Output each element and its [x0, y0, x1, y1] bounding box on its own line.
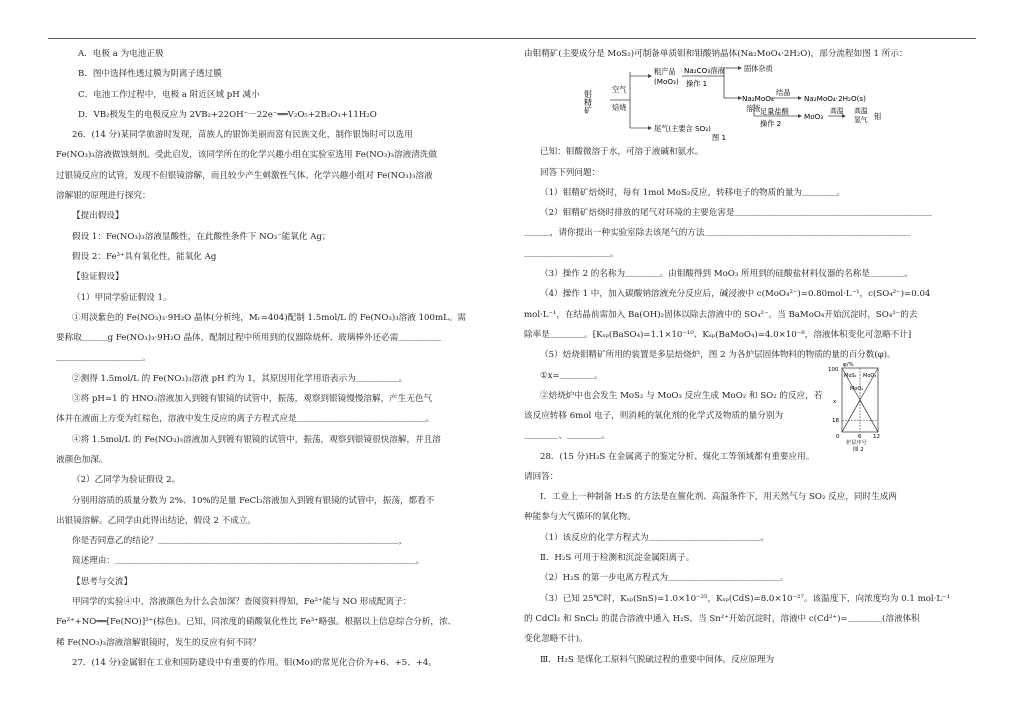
option-d: D．VB₂极发生的电极反应为 2VB₂+22OH⁻－22e⁻══V₂O₅+2B₂O₃+11H₂O: [78, 109, 377, 120]
hypothesis-2: 假设 2：Fe³⁺具有氧化性，能氧化 Ag: [72, 251, 217, 262]
fig1-product-label: Na₂MoO₄·2H₂O(s): [804, 94, 866, 104]
q27-q5-sub2: ②焙烧炉中也会发生 MoS₂ 与 MoO₃ 反应生成 MoO₂ 和 SO₂ 的反应，若: [540, 390, 823, 401]
fig2-y18: 18: [832, 417, 839, 424]
fig1-crude-formula: (MoO₃): [654, 77, 679, 87]
q28-part3: （3）已知 25℃时，Kₛₚ(SnS)=1.0×10⁻²⁵，Kₛₚ(CdS)=8.0×10⁻²⁷。该温度下，向浓度均为 0.1 mol·L⁻¹: [540, 593, 951, 604]
fig2-y0: 0: [836, 433, 840, 440]
q26-text: 稀 Fe(NO₃)₃溶液溶解银镜时，发生的反应有何不同？: [56, 637, 261, 648]
section-heading: 【思考与交流】: [72, 576, 133, 587]
section-heading: 【提出假设】: [72, 211, 124, 222]
q28-part1: （1）该反应的化学方程式为＿＿＿＿＿＿＿＿＿＿＿＿＿。: [540, 532, 769, 543]
q27-answer-prompt: 回答下列问题：: [540, 167, 601, 178]
q28-section1: Ⅰ．工业上一种制备 H₂S 的方法是在催化剂、高温条件下，用天然气与 SO₂ 反应，同时生成两: [540, 492, 897, 503]
q26-step2: ②测得 1.5mol/L 的 Fe(NO₃)₃溶液 pH 约为 1，其原因用化学用语表示为＿＿＿＿＿。: [72, 373, 408, 384]
q27-text: 除率是＿＿＿＿。[Kₛₚ(BaSO₄)=1.1×10⁻¹⁰、Kₛₚ(BaMoO₄)=4.0×10⁻⁸，溶液体积变化可忽略不计]: [524, 329, 912, 340]
q28-part2: （2）H₂S 的第一步电离方程式为＿＿＿＿＿＿＿＿＿＿＿＿＿。: [540, 573, 789, 584]
fig1-caption: 图 1: [712, 133, 727, 143]
q26-text: ＿＿＿＿＿＿＿＿＿＿。: [56, 353, 151, 364]
q28-answer-prompt: 请回答：: [524, 471, 559, 482]
fig1-op1-label: 操作 1: [686, 79, 708, 89]
q27-stem: 27．(14 分)金属钼在工业和国防建设中有重要的作用。钼(Mo)的常见化合价为+6、+5、+4。: [72, 657, 437, 668]
q27-text: ＿＿＿，请你提出一种实验室除去该尾气的方法＿＿＿＿＿＿＿＿＿＿＿＿＿＿＿＿＿＿＿＿＿＿＿＿: [524, 228, 911, 239]
fig2-y100: 100: [828, 366, 839, 373]
fig1-moo3-label: MoO₃: [804, 112, 824, 122]
header-rule: [48, 38, 976, 39]
fig2-yx: x: [833, 398, 837, 405]
fig1-op2-label: 操作 2: [760, 119, 782, 129]
q27-part2: （2）钼精矿焙烧时排放的尾气对环境的主要危害是＿＿＿＿＿＿＿＿＿＿＿＿＿＿＿＿＿＿＿＿＿＿＿: [540, 208, 933, 219]
fig1-heat2-label: 高温: [854, 107, 868, 116]
fig1-waste-label: 固体杂质: [744, 64, 773, 74]
q26-step1: ①用淡紫色的 Fe(NO₃)₃·9H₂O 晶体(分析纯，Mᵣ=404)配制 1.5mol/L 的 Fe(NO₃)₃溶液 100mL。需: [72, 312, 467, 323]
q26-step3: ③将 pH=1 的 HNO₃溶液加入到镀有银镜的试管中，振荡，观察到银镜慢慢溶解，产生无色气: [72, 394, 433, 405]
fig1-crude-label: 粗产品: [654, 67, 676, 77]
q26-text: 出银镜溶解。乙同学由此得出结论，假设 2 不成立。: [56, 515, 256, 526]
option-b: B．图中选择性透过膜为阴离子透过膜: [78, 69, 222, 80]
fig1-air-label: 空气: [612, 85, 627, 95]
q26-stem: 26．(14 分)某同学旅游时发现，苗族人的银饰美丽而富有民族文化，制作银饰时可以选用: [72, 130, 413, 141]
fig2-ylabel: φ/%: [843, 361, 854, 368]
fig1-mo-label: 钼: [874, 112, 882, 122]
q26-part2: （2）乙同学为验证假设 2。: [72, 475, 181, 486]
q27-q5-text: 该反应转移 6mol 电子，则消耗的氧化剂的化学式及物质的量分别为: [524, 411, 784, 422]
q28-stem: 28．(15 分)H₂S 在金属离子的鉴定分析、煤化工等领域都有重要应用。: [540, 451, 815, 462]
figure-2-chart: [826, 362, 882, 452]
left-column: [56, 44, 467, 673]
q26-text: 甲同学的实验④中，溶液颜色为什么会加深？查阅资料得知，Fe²⁺能与 NO 形成配离子：: [72, 597, 412, 608]
q26-text: Fe²⁺+NO══[Fe(NO)]²⁺(棕色)。已知，同浓度的硝酸氧化性比 Fe³⁺略强。根据以上信息综合分析，浓、: [56, 617, 457, 628]
q27-part5: （5）焙烧钼精矿所用的装置是多层焙烧炉，图 2 为各炉层固体物料的物质的量的百分数(φ)。: [540, 350, 896, 361]
q26-text: 分别用溶质的质量分数为 2%、10%的足量 FeCl₃溶液加入到镀有银镜的试管中，振荡，都看不: [72, 495, 435, 506]
q28-text: 的 CdCl₂ 和 SnCl₂ 的混合溶液中通入 H₂S，当 Sn²⁺开始沉淀时，溶液中 c(Cd²⁺)=＿＿＿＿(溶液体积: [524, 613, 920, 624]
fig1-na2moo4-label: Na₂MoO₄: [742, 94, 774, 104]
option-a: A．电极 a 为电池正极: [78, 49, 164, 59]
q27-part5-block: [524, 361, 920, 452]
fig1-ore-label: 钼精矿: [583, 90, 593, 115]
q26-reason: 简述理由：＿＿＿＿＿＿＿＿＿＿＿＿＿＿＿＿＿＿＿＿＿＿＿＿＿＿＿＿＿＿＿＿＿＿＿。: [72, 556, 425, 567]
fig2-xlabel: 炉层序号: [846, 439, 867, 446]
flowchart-svg: [524, 64, 920, 142]
q27-known: 已知：钼酸微溶于水，可溶于液碱和氨水。: [540, 147, 704, 158]
q28-section3: Ⅲ．H₂S 是煤化工原料气脱硫过程的重要中间体。反应原理为: [540, 654, 775, 665]
fig2-legend-moo3: MoO₃: [863, 372, 877, 379]
fig2-legend-moo2: MoO₂: [850, 385, 864, 392]
fig1-heat-label: 高温: [830, 107, 844, 116]
q27-part4: （4）操作 1 中，加入碳酸钠溶液充分反应后，碱浸液中 c(MoO₄²⁻)=0.80mol·L⁻¹，c(SO₄²⁻)=0.04: [540, 289, 931, 300]
fig1-crystal-label: 结晶: [776, 88, 791, 98]
q26-text: 溶解银的原理进行探究：: [56, 191, 151, 202]
fig1-h2-label: 氢气: [854, 116, 868, 125]
figure-1-flowchart: [524, 64, 920, 142]
fig1-solution-label: 溶液: [746, 104, 761, 114]
q26-text: 过银镜反应的试管，发现不但银镜溶解，而且较少产生刺激性气体。化学兴趣小组对 Fe(NO₃)₃溶液: [56, 170, 433, 181]
q26-text: 体并在液面上方变为红棕色，溶液中发生反应的离子方程式应是＿＿＿＿＿＿＿＿＿＿＿＿＿＿＿。: [56, 414, 435, 425]
q26-text: 要称取＿＿＿g Fe(NO₃)₃·9H₂O 晶体，配制过程中所用到的仪器除烧杯、玻璃棒外还必需＿＿＿＿＿: [56, 333, 442, 344]
option-c: C．电池工作过程中，电极 a 附近区域 pH 减小: [78, 89, 260, 100]
q26-step4: ④将 1.5mol/L 的 Fe(NO₃)₃溶液加入到镀有银镜的试管中，振荡，观察到银镜很快溶解，并且溶: [72, 434, 441, 445]
q26-text: Fe(NO₃)₃溶液做蚀刻剂。受此启发，该同学所在的化学兴趣小组在实验室选用 Fe(NO₃)₃溶液清洗做: [56, 150, 437, 161]
fig2-legend-mos2: MoS₂: [844, 372, 857, 379]
hypothesis-1: 假设 1：Fe(NO₃)₃溶液显酸性，在此酸性条件下 NO₃⁻能氧化 Ag；: [72, 231, 331, 242]
q27-part3: （3）操作 2 的名称为＿＿＿＿。由钼酸得到 MoO₃ 所用到的硅酸盐材料仪器的名称是＿＿＿＿。: [540, 269, 913, 280]
q27-q5-text: ＿＿＿＿、＿＿＿＿。: [524, 431, 610, 442]
q26-question: 你是否同意乙的结论？＿＿＿＿＿＿＿＿＿＿＿＿＿＿＿＿＿＿＿＿＿＿＿＿＿＿＿＿，: [72, 536, 408, 547]
right-column: [524, 44, 951, 670]
q28-text: 变化忽略不计)。: [524, 634, 588, 645]
section-heading: 【验证假设】: [72, 272, 124, 283]
fig2-x6: 6: [858, 433, 862, 440]
fig1-acid-label: 足量盐酸: [760, 107, 789, 117]
q27-text: ＿＿＿＿＿＿＿＿＿＿。: [524, 248, 619, 259]
q28-section2: Ⅱ．H₂S 可用于检测和沉淀金属阳离子。: [540, 553, 695, 564]
fig2-x12: 12: [873, 433, 880, 440]
fig1-na2co3-label: Na₂CO₃溶液: [684, 66, 725, 76]
fig1-tailgas-label: 尾气(主要含 SO₂): [654, 124, 711, 134]
q27-text: mol·L⁻¹，在结晶前需加入 Ba(OH)₂固体以除去溶液中的 SO₄²⁻。当 BaMoO₄开始沉淀时，SO₄²⁻的去: [524, 309, 918, 320]
fig2-caption: 图 2: [853, 446, 864, 452]
q27-part1: （1）钼精矿焙烧时，每有 1mol MoS₂反应，转移电子的物质的量为＿＿＿＿。: [540, 187, 845, 198]
q26-text: 液颜色加深。: [56, 454, 108, 465]
fig1-roast-label: 焙烧: [612, 103, 627, 113]
q26-part1: （1）甲同学验证假设 1。: [72, 292, 172, 303]
q27-q5-sub1: ①x=＿＿＿＿。: [540, 370, 603, 381]
q27-intro: 由钼精矿(主要成分是 MoS₂)可制备单质钼和钼酸钠晶体(Na₂MoO₄·2H₂O)，部分流程如图 1 所示：: [524, 49, 908, 59]
q28-text: 种能参与大气循环的氧化物。: [524, 512, 636, 523]
